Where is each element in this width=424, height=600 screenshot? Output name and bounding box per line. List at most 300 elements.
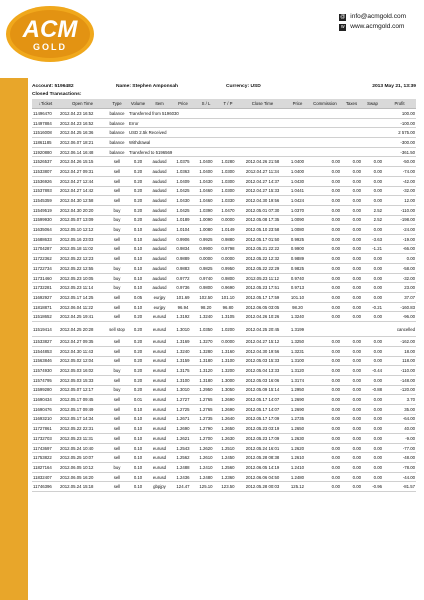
cell-profit: -48.00: [383, 453, 416, 463]
cell-taxes: 0.00: [341, 404, 362, 414]
cell-sl: 102.50: [195, 293, 217, 303]
cell-item: audusd: [148, 176, 171, 186]
cell-taxes: 0.00: [341, 302, 362, 312]
cell-swap: 0.00: [362, 293, 383, 303]
cell-commission: 0.00: [309, 157, 341, 167]
cell-volume: 0.20: [128, 375, 148, 385]
cell-ticket: 11746396: [32, 482, 59, 492]
cell-type: buy: [106, 366, 128, 376]
cell-item: eurusd: [148, 453, 171, 463]
cell-ticket: 11753822: [32, 453, 59, 463]
cell-profit: -96.00: [383, 312, 416, 322]
cell-volume: 0.20: [128, 385, 148, 395]
cell-swap: -3.63: [362, 234, 383, 244]
cell-tp: 1.0280: [217, 157, 239, 167]
cell-item: eurusd: [148, 322, 171, 337]
cell-item: eurusd: [148, 424, 171, 434]
cell-type: buy: [106, 215, 128, 225]
cell-cprice: 1.0430: [286, 176, 309, 186]
cell-profit: -198.00: [383, 215, 416, 225]
cell-taxes: 0.00: [341, 244, 362, 254]
account-name: Name: Stephen Amponsah: [116, 84, 179, 89]
cell-type: sell: [106, 312, 128, 322]
cell-commission: 0.00: [309, 337, 341, 347]
cell-profit: 100.00: [383, 109, 416, 119]
cell-tp: 1.0300: [217, 176, 239, 186]
cell-sl: 98.20: [195, 302, 217, 312]
cell-taxes: 0.00: [341, 337, 362, 347]
cell-commission: 0.00: [309, 196, 341, 206]
table-row: [32, 472, 416, 482]
cell-taxes: 0.00: [341, 346, 362, 356]
cell-price: 0.9906: [171, 234, 195, 244]
cell-taxes: 0.00: [341, 356, 362, 366]
cell-cprice: 98.20: [286, 302, 309, 312]
cell-volume: 0.20: [128, 167, 148, 177]
cell-ticket: 11526537: [32, 157, 59, 167]
cell-ticket: 11722362: [32, 254, 59, 264]
cell-open: 2012.05.25 10:07: [59, 453, 106, 463]
cell-cprice: 1.0090: [286, 215, 309, 225]
table-row: [32, 312, 416, 322]
table-row: [32, 254, 416, 264]
cell-type: sell: [106, 186, 128, 196]
cell-type: buy: [106, 283, 128, 293]
cell-sl: 1.2700: [195, 434, 217, 444]
column-header[interactable]: Type: [106, 99, 128, 109]
web-icon: w: [340, 23, 345, 30]
cell-close: 2012.05.24 16:01: [239, 443, 286, 453]
cell-profit: 12.00: [383, 196, 416, 206]
cell-sl: 0.9740: [195, 273, 217, 283]
cell-volume: 0.20: [128, 366, 148, 376]
cell-item: audusd: [148, 186, 171, 196]
cell-sl: 1.0350: [195, 322, 217, 337]
cell-profit: -19.00: [383, 234, 416, 244]
cell-commission: 0.00: [309, 404, 341, 414]
contact-website-row: [339, 22, 406, 32]
cell-commission: 0.00: [309, 176, 341, 186]
cell-item: audusd: [148, 273, 171, 283]
cell-sl: 1.0090: [195, 215, 217, 225]
cell-taxes: 0.00: [341, 424, 362, 434]
cell-tp: 0.0000: [217, 337, 239, 347]
cell-swap: 0.00: [362, 356, 383, 366]
cell-type: sell: [106, 157, 128, 167]
table-row: [32, 443, 416, 453]
cell-commission: [309, 322, 341, 337]
cell-tp: 1.0300: [217, 167, 239, 177]
cell-close: 2012.05.21 22:22: [239, 244, 286, 254]
cell-tp: 0.9798: [217, 244, 239, 254]
cell-swap: 0.00: [362, 395, 383, 405]
cell-profit: -110.00: [383, 205, 416, 215]
cell-taxes: 0.00: [341, 234, 362, 244]
cell-close: 2012.04.27 15:33: [239, 186, 286, 196]
cell-sl: 1.2620: [195, 443, 217, 453]
cell-item: audusd: [148, 264, 171, 274]
cell-profit: -77.00: [383, 443, 416, 453]
cell-type: balance: [106, 118, 128, 128]
cell-close: 2012.06.05 14:19: [239, 463, 286, 473]
cell-ticket: 11704287: [32, 244, 59, 254]
cell-ticket: 11549519: [32, 205, 59, 215]
cell-price: 1.2725: [171, 404, 195, 414]
cell-close: 2012.05.23 11:12: [239, 273, 286, 283]
cell-profit: 37.07: [383, 293, 416, 303]
column-header[interactable]: Taxes: [341, 99, 362, 109]
cell-open: 2012.04.27 09:31: [59, 167, 106, 177]
cell-open: 2012.04.27 12:44: [59, 176, 106, 186]
cell-price: 1.2727: [171, 395, 195, 405]
table-row: [32, 167, 416, 177]
cell-commission: 0.00: [309, 346, 341, 356]
cell-cprice: 1.3120: [286, 366, 309, 376]
cell-taxes: 0.00: [341, 366, 362, 376]
cell-type: sell: [106, 346, 128, 356]
cell-item: audusd: [148, 215, 171, 225]
cell-close: 2012.05.03 15:33: [239, 356, 286, 366]
column-header[interactable]: Price: [171, 99, 195, 109]
cell-price: 1.0189: [171, 215, 195, 225]
table-row: [32, 434, 416, 444]
cell-commission: 0.00: [309, 356, 341, 366]
column-header[interactable]: Volume: [128, 99, 148, 109]
account-meta: [32, 82, 416, 91]
cell-swap: [362, 322, 383, 337]
cell-price: 1.2621: [171, 434, 195, 444]
cell-commission: 0.00: [309, 312, 341, 322]
cell-commission: 0.00: [309, 453, 341, 463]
cell-item: eurusd: [148, 404, 171, 414]
cell-profit: 0.00: [383, 254, 416, 264]
contact-email[interactable]: info@acmgold.com: [350, 13, 406, 20]
cell-taxes: 0.00: [341, 385, 362, 395]
cell-profit: -148.00: [383, 375, 416, 385]
cell-swap: 0.00: [362, 157, 383, 167]
cell-profit: -24.00: [383, 225, 416, 235]
account-number: Account: 5196482: [32, 84, 74, 89]
cell-open: 2012.05.22 22:31: [59, 424, 106, 434]
table-row: [32, 375, 416, 385]
cell-taxes: 0.00: [341, 482, 362, 492]
cell-volume: 0.20: [128, 205, 148, 215]
cell-open: 2012.04.25 16:36: [59, 128, 106, 138]
table-row: [32, 138, 416, 148]
cell-tp: 123.50: [217, 482, 239, 492]
column-header[interactable]: Item: [148, 99, 171, 109]
cell-item: gbpjpy: [148, 482, 171, 492]
cell-ticket: 11574930: [32, 366, 59, 376]
column-header[interactable]: Commission: [309, 99, 341, 109]
cell-taxes: 0.00: [341, 264, 362, 274]
contact-website[interactable]: www.acmgold.com: [350, 23, 405, 30]
cell-swap: 0.00: [362, 254, 383, 264]
cell-open: 2012.05.17 14:25: [59, 293, 106, 303]
cell-ticket: 11599930: [32, 215, 59, 225]
cell-item: eurusd: [148, 312, 171, 322]
cell-tp: 1.2560: [217, 463, 239, 473]
contact-email-row: [339, 12, 406, 22]
cell-price: 0.9834: [171, 244, 195, 254]
table-row: [32, 264, 416, 274]
cell-taxes: 0.00: [341, 205, 362, 215]
column-header[interactable]: S / L: [195, 99, 217, 109]
cell-taxes: 0.00: [341, 225, 362, 235]
cell-price: 0.9772: [171, 273, 195, 283]
cell-close: 2012.04.27 11:34: [239, 167, 286, 177]
column-header[interactable]: T / P: [217, 99, 239, 109]
cell-ticket: 11722734: [32, 264, 59, 274]
svg-text:GOLD: GOLD: [33, 42, 67, 52]
cell-comment: Withdrawal: [128, 138, 383, 148]
cell-type: sell: [106, 443, 128, 453]
cell-open: 2012.05.22 12:55: [59, 264, 106, 274]
cell-open: 2012.04.27 14:42: [59, 186, 106, 196]
cell-close: 2012.05.23 17:09: [239, 434, 286, 444]
cell-item: eurusd: [148, 472, 171, 482]
cell-price: 101.69: [171, 293, 195, 303]
cell-swap: 2.52: [362, 215, 383, 225]
cell-cprice: 0.9889: [286, 254, 309, 264]
cell-type: sell: [106, 234, 128, 244]
cell-type: balance: [106, 109, 128, 119]
cell-open: 2012.04.30 12:58: [59, 196, 106, 206]
cell-commission: 0.00: [309, 463, 341, 473]
cell-tp: 1.3000: [217, 375, 239, 385]
cell-swap: 0.00: [362, 346, 383, 356]
cell-close: 2012.05.04 13:33: [239, 366, 286, 376]
cell-item: eurusd: [148, 356, 171, 366]
cell-price: 0.9883: [171, 264, 195, 274]
cell-price: 1.0104: [171, 225, 195, 235]
cell-item: eurusd: [148, 375, 171, 385]
cell-ticket: 11497884: [32, 118, 59, 128]
cell-close: 2012.05.17 14:07: [239, 404, 286, 414]
cell-swap: 0.00: [362, 472, 383, 482]
cell-item: audusd: [148, 196, 171, 206]
cell-volume: 0.10: [128, 453, 148, 463]
cell-tp: 101.10: [217, 293, 239, 303]
cell-volume: 0.10: [128, 443, 148, 453]
section-title: Closed Transactions:: [32, 92, 82, 97]
cell-taxes: 0.00: [341, 283, 362, 293]
cell-price: 1.2436: [171, 472, 195, 482]
cell-cprice: 1.2950: [286, 385, 309, 395]
cell-commission: 0.00: [309, 414, 341, 424]
cell-tp: 0.9800: [217, 273, 239, 283]
cell-profit: -44.00: [383, 472, 416, 482]
cell-price: 124.47: [171, 482, 195, 492]
cell-open: 2012.04.26 15:15: [59, 157, 106, 167]
cell-sl: 0.9800: [195, 283, 217, 293]
cell-close: 2012.04.30 19:56: [239, 196, 286, 206]
cell-tp: 1.2510: [217, 443, 239, 453]
cell-volume: 0.10: [128, 234, 148, 244]
cell-cprice: 125.12: [286, 482, 309, 492]
cell-comment: Error: [128, 118, 383, 128]
cell-close: 2012.04.30 19:56: [239, 346, 286, 356]
cell-tp: 1.2630: [217, 434, 239, 444]
cell-sl: 1.0460: [195, 186, 217, 196]
cell-close: 2012.05.17 17:09: [239, 414, 286, 424]
cell-tp: 1.0330: [217, 196, 239, 206]
cell-commission: 0.00: [309, 395, 341, 405]
cell-item: eurusd: [148, 463, 171, 473]
cell-volume: 0.20: [128, 186, 148, 196]
cell-price: 1.0375: [171, 157, 195, 167]
cell-open: 2012.06.05 10:12: [59, 463, 106, 473]
cell-item: audusd: [148, 205, 171, 215]
cell-profit: 40.00: [383, 424, 416, 434]
cell-tp: 1.2450: [217, 453, 239, 463]
cell-item: eurjpy: [148, 302, 171, 312]
cell-swap: 0.00: [362, 414, 383, 424]
cell-swap: 0.00: [362, 424, 383, 434]
column-header[interactable]: Swap: [362, 99, 383, 109]
cell-ticket: 11635064: [32, 225, 59, 235]
cell-type: sell: [106, 337, 128, 347]
cell-sl: 1.3280: [195, 346, 217, 356]
cell-price: 1.0430: [171, 196, 195, 206]
cell-cprice: 1.0370: [286, 205, 309, 215]
cell-close: 2012.05.09 15:14: [239, 385, 286, 395]
cell-sl: 1.0390: [195, 205, 217, 215]
cell-ticket: 11516008: [32, 128, 59, 138]
cell-ticket: 11693210: [32, 414, 59, 424]
column-header[interactable]: Profit: [383, 99, 416, 109]
account-currency: Currency: USD: [226, 84, 261, 89]
cell-swap: -0.21: [362, 302, 383, 312]
email-icon: @: [340, 13, 346, 20]
cell-open: 2012.06.05 16:20: [59, 472, 106, 482]
cell-taxes: 0.00: [341, 196, 362, 206]
cell-volume: 0.20: [128, 215, 148, 225]
cell-open: 2012.05.22 12:23: [59, 254, 106, 264]
cell-swap: -0.96: [362, 482, 383, 492]
cell-type: sell: [106, 244, 128, 254]
cell-open: 2012.05.23 10:05: [59, 273, 106, 283]
cell-commission: 0.00: [309, 434, 341, 444]
cell-price: 0.9889: [171, 254, 195, 264]
cell-close: 2012.05.17 17:59: [239, 293, 286, 303]
cell-swap: 0.00: [362, 312, 383, 322]
cell-price: 1.2671: [171, 414, 195, 424]
cell-tp: 0.9880: [217, 234, 239, 244]
cell-type: sell: [106, 404, 128, 414]
cell-item: eurusd: [148, 434, 171, 444]
cell-sl: 0.0000: [195, 254, 217, 264]
cell-price: 1.3010: [171, 322, 195, 337]
cell-taxes: 0.00: [341, 273, 362, 283]
cell-type: buy: [106, 463, 128, 473]
cell-open: 2012.04.25 20:28: [59, 322, 106, 337]
cell-type: sell: [106, 356, 128, 366]
cell-volume: 0.10: [128, 414, 148, 424]
cell-ticket: 11599280: [32, 385, 59, 395]
cell-open: 2012.04.30 11:43: [59, 346, 106, 356]
cell-item: eurusd: [148, 414, 171, 424]
cell-sl: 1.2950: [195, 385, 217, 395]
cell-cprice: 101.10: [286, 293, 309, 303]
cell-tp: 1.2650: [217, 424, 239, 434]
cell-swap: 0.00: [362, 176, 383, 186]
cell-item: audusd: [148, 254, 171, 264]
cell-close: 2012.04.26 10:26: [239, 312, 286, 322]
cell-swap: 0.00: [362, 404, 383, 414]
cell-close: 2012.05.03 16:06: [239, 375, 286, 385]
table-row: [32, 424, 416, 434]
table-row: [32, 186, 416, 196]
column-header[interactable]: Price: [286, 99, 309, 109]
cell-tp: 1.0200: [217, 322, 239, 337]
cell-item: eurjpy: [148, 293, 171, 303]
cell-type: sell: [106, 395, 128, 405]
cell-open: 2012.04.30 20:20: [59, 205, 106, 215]
cell-open: 2012.04.27 09:35: [59, 337, 106, 347]
cell-type: balance: [106, 147, 128, 157]
cell-volume: 0.20: [128, 312, 148, 322]
cell-comment: USD 2.5k Received: [128, 128, 383, 138]
cell-tp: 1.3160: [217, 346, 239, 356]
cell-tp: 1.3100: [217, 356, 239, 366]
cell-swap: 0.00: [362, 375, 383, 385]
cell-cprice: 1.0424: [286, 196, 309, 206]
cell-cprice: 1.0080: [286, 225, 309, 235]
cell-cprice: 1.3250: [286, 337, 309, 347]
table-row: [32, 293, 416, 303]
cell-price: 1.3192: [171, 312, 195, 322]
cell-open: 2012.05.17 09:49: [59, 404, 106, 414]
cell-close: 2012.05.17 01:50: [239, 234, 286, 244]
table-row: [32, 128, 416, 138]
cell-ticket: 11544853: [32, 346, 59, 356]
cell-tp: 1.3105: [217, 312, 239, 322]
cell-sl: 1.2765: [195, 395, 217, 405]
cell-taxes: 0.00: [341, 472, 362, 482]
cell-commission: 0.00: [309, 482, 341, 492]
cell-price: 0.9736: [171, 283, 195, 293]
table-row: [32, 176, 416, 186]
column-header[interactable]: Open Time: [59, 99, 106, 109]
cell-commission: 0.00: [309, 366, 341, 376]
cell-price: 96.94: [171, 302, 195, 312]
cell-tp: 1.2690: [217, 404, 239, 414]
cell-volume: 0.10: [128, 273, 148, 283]
cell-profit: -32.00: [383, 186, 416, 196]
cell-profit: -64.00: [383, 414, 416, 424]
cell-type: buy: [106, 225, 128, 235]
cell-open: 2012.05.24 15:18: [59, 482, 106, 492]
cell-close: 2012.05.23 03:19: [239, 424, 286, 434]
cell-taxes: 0.00: [341, 176, 362, 186]
cell-tp: 1.0300: [217, 186, 239, 196]
column-header[interactable]: ↓Ticket: [32, 99, 59, 109]
cell-type: sell: [106, 482, 128, 492]
cell-commission: 0.00: [309, 424, 341, 434]
cell-tp: 0.9950: [217, 264, 239, 274]
cell-item: audusd: [148, 157, 171, 167]
table-row: [32, 196, 416, 206]
column-header[interactable]: Close Time: [239, 99, 286, 109]
table-row: [32, 404, 416, 414]
cell-profit: -361.50: [383, 147, 416, 157]
cell-sl: 0.9900: [195, 244, 217, 254]
cell-sl: 1.0400: [195, 157, 217, 167]
cell-comment: Transferred from 5196030: [128, 109, 383, 119]
cell-profit: 3.70: [383, 395, 416, 405]
cell-taxes: 0.00: [341, 375, 362, 385]
